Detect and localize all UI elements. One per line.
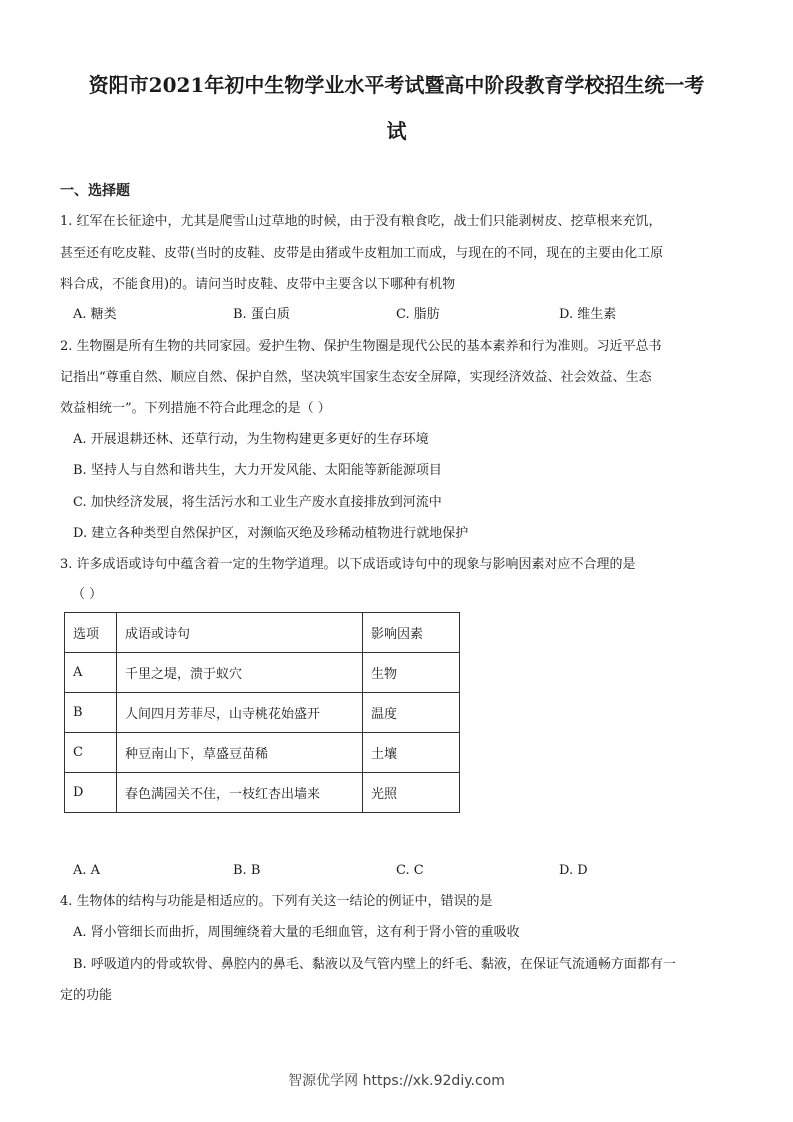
- table-row: [65, 733, 460, 773]
- q2-stem-line-1: 2. 生物圈是所有生物的共同家园。爱护生物、保护生物圈是现代公民的基本素养和行为准则。习近平总书: [60, 339, 662, 354]
- table-cell: 人间四月芳菲尽，山寺桃花始盛开: [117, 693, 363, 733]
- section-heading: 一、选择题: [60, 183, 130, 199]
- q1-stem-line-2: 甚至还有吃皮鞋、皮带(当时的皮鞋、皮带是由猪或牛皮粗加工而成，与现在的不同，现在的主要由化工原: [60, 246, 664, 261]
- q1-option-b: B. 蛋白质: [233, 307, 290, 322]
- q1-option-a: A. 糖类: [73, 307, 117, 322]
- q1-option-d: D. 维生素: [559, 307, 617, 322]
- title-line-1: 资阳市2021年初中生物学业水平考试暨高中阶段教育学校招生统一考: [88, 73, 705, 97]
- q2-stem-line-2: 记指出“尊重自然、顺应自然、保护自然，坚决筑牢国家生态安全屏障，实现经济效益、社会效益、生态: [60, 370, 652, 385]
- q2-option-b: B. 坚持人与自然和谐共生，大力开发风能、太阳能等新能源项目: [73, 463, 442, 478]
- table-cell: 光照: [363, 773, 460, 813]
- table-header-row: [65, 613, 460, 653]
- q3-stem-line-2: （ ）: [72, 587, 103, 602]
- table-cell: 种豆南山下，草盛豆苗稀: [117, 733, 363, 773]
- q1-stem-line-3: 料合成，不能食用)的。请问当时皮鞋、皮带中主要含以下哪种有机物: [60, 277, 456, 292]
- q3-option-d: D. D: [559, 863, 588, 878]
- q4-option-b-line-1: B. 呼吸道内的骨或软骨、鼻腔内的鼻毛、黏液以及气管内壁上的纤毛、黏液，在保证气流通畅方面都有一: [73, 957, 676, 972]
- table-cell: 温度: [363, 693, 460, 733]
- q4-stem-line: 4. 生物体的结构与功能是相适应的。下列有关这一结论的例证中，错误的是: [60, 894, 493, 909]
- table-cell: B: [65, 693, 117, 733]
- page-title: [60, 62, 733, 154]
- q4-option-b-line-2: 定的功能: [60, 988, 113, 1003]
- q3-stem-line-1: 3. 许多成语或诗句中蕴含着一定的生物学道理。以下成语或诗句中的现象与影响因素对应不合理的是: [60, 557, 636, 572]
- table-cell: 千里之堤，溃于蚁穴: [117, 653, 363, 693]
- table-cell: 土壤: [363, 733, 460, 773]
- q2-stem-line-3: 效益相统一”。下列措施不符合此理念的是（ ）: [60, 401, 331, 416]
- table-header-cell: 选项: [65, 613, 117, 653]
- table-row: [65, 693, 460, 733]
- table-header-cell: 成语或诗句: [117, 613, 363, 653]
- q2-option-c: C. 加快经济发展，将生活污水和工业生产废水直接排放到河流中: [73, 495, 442, 510]
- q3-option-c: C. C: [396, 863, 424, 878]
- q1-stem-line-1: 1. 红军在长征途中，尤其是爬雪山过草地的时候，由于没有粮食吃，战士们只能剥树皮、挖草根来充饥，: [60, 214, 662, 229]
- table-cell: D: [65, 773, 117, 813]
- table-cell: 春色满园关不住，一枝红杏出墙来: [117, 773, 363, 813]
- table-header-cell: 影响因素: [363, 613, 460, 653]
- table-cell: C: [65, 733, 117, 773]
- q3-option-b: B. B: [233, 863, 261, 878]
- footer-watermark: 智源优学网 https://xk.92diy.com: [288, 1073, 505, 1089]
- table-cell: 生物: [363, 653, 460, 693]
- q3-option-a: A. A: [73, 863, 101, 878]
- table-cell: A: [65, 653, 117, 693]
- table-row: [65, 653, 460, 693]
- q2-option-d: D. 建立各种类型自然保护区，对濒临灭绝及珍稀动植物进行就地保护: [73, 526, 469, 541]
- table-row: [65, 773, 460, 813]
- q3-table: [64, 612, 460, 813]
- q4-option-a: A. 肾小管细长而曲折，周围缠绕着大量的毛细血管，这有利于肾小管的重吸收: [73, 925, 520, 940]
- q2-option-a: A. 开展退耕还林、还草行动，为生物构建更多更好的生存环境: [73, 432, 429, 447]
- q1-option-c: C. 脂肪: [396, 307, 440, 322]
- title-line-2: 试: [386, 119, 407, 143]
